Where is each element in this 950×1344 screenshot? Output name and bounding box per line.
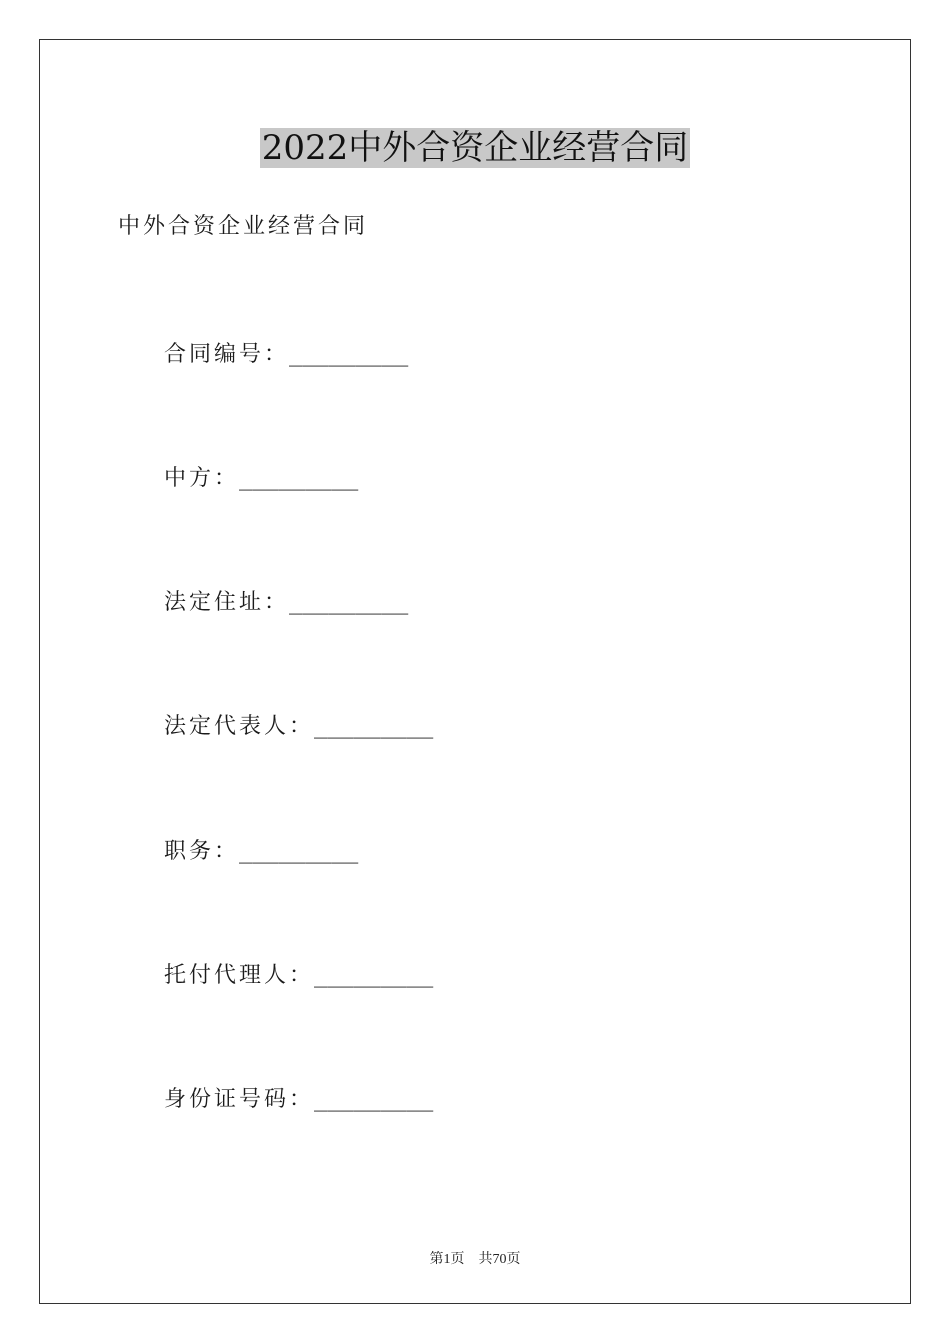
field-legal-representative: [164, 709, 433, 740]
field-label: 职务：: [164, 839, 240, 864]
field-chinese-party: [164, 461, 358, 492]
field-blank-line[interactable]: _________: [314, 714, 434, 739]
field-blank-line[interactable]: _________: [239, 839, 359, 864]
field-legal-address: [164, 585, 408, 616]
field-label: 中方：: [164, 466, 240, 491]
page-number: 第1页: [429, 1252, 465, 1267]
field-position: [164, 834, 358, 865]
field-label: 身份证号码：: [164, 1087, 315, 1112]
field-label: 法定住址：: [164, 590, 290, 615]
document-title: [0, 128, 950, 168]
field-blank-line[interactable]: _________: [314, 963, 434, 988]
document-title-text: 2022中外合资企业经营合同: [261, 128, 689, 168]
page-footer: [0, 1248, 950, 1268]
field-id-number: [164, 1082, 433, 1113]
field-entrusted-agent: [164, 958, 433, 989]
page-total: 共70页: [478, 1252, 521, 1267]
field-label: 托付代理人：: [164, 963, 315, 988]
field-label: 合同编号：: [164, 342, 290, 367]
field-blank-line[interactable]: _________: [239, 466, 359, 491]
document-subtitle: 中外合资企业经营合同: [118, 214, 369, 239]
field-blank-line[interactable]: _________: [314, 1087, 434, 1112]
field-blank-line[interactable]: _________: [289, 590, 409, 615]
field-contract-number: [164, 337, 408, 368]
field-label: 法定代表人：: [164, 714, 315, 739]
field-blank-line[interactable]: _________: [289, 342, 409, 367]
